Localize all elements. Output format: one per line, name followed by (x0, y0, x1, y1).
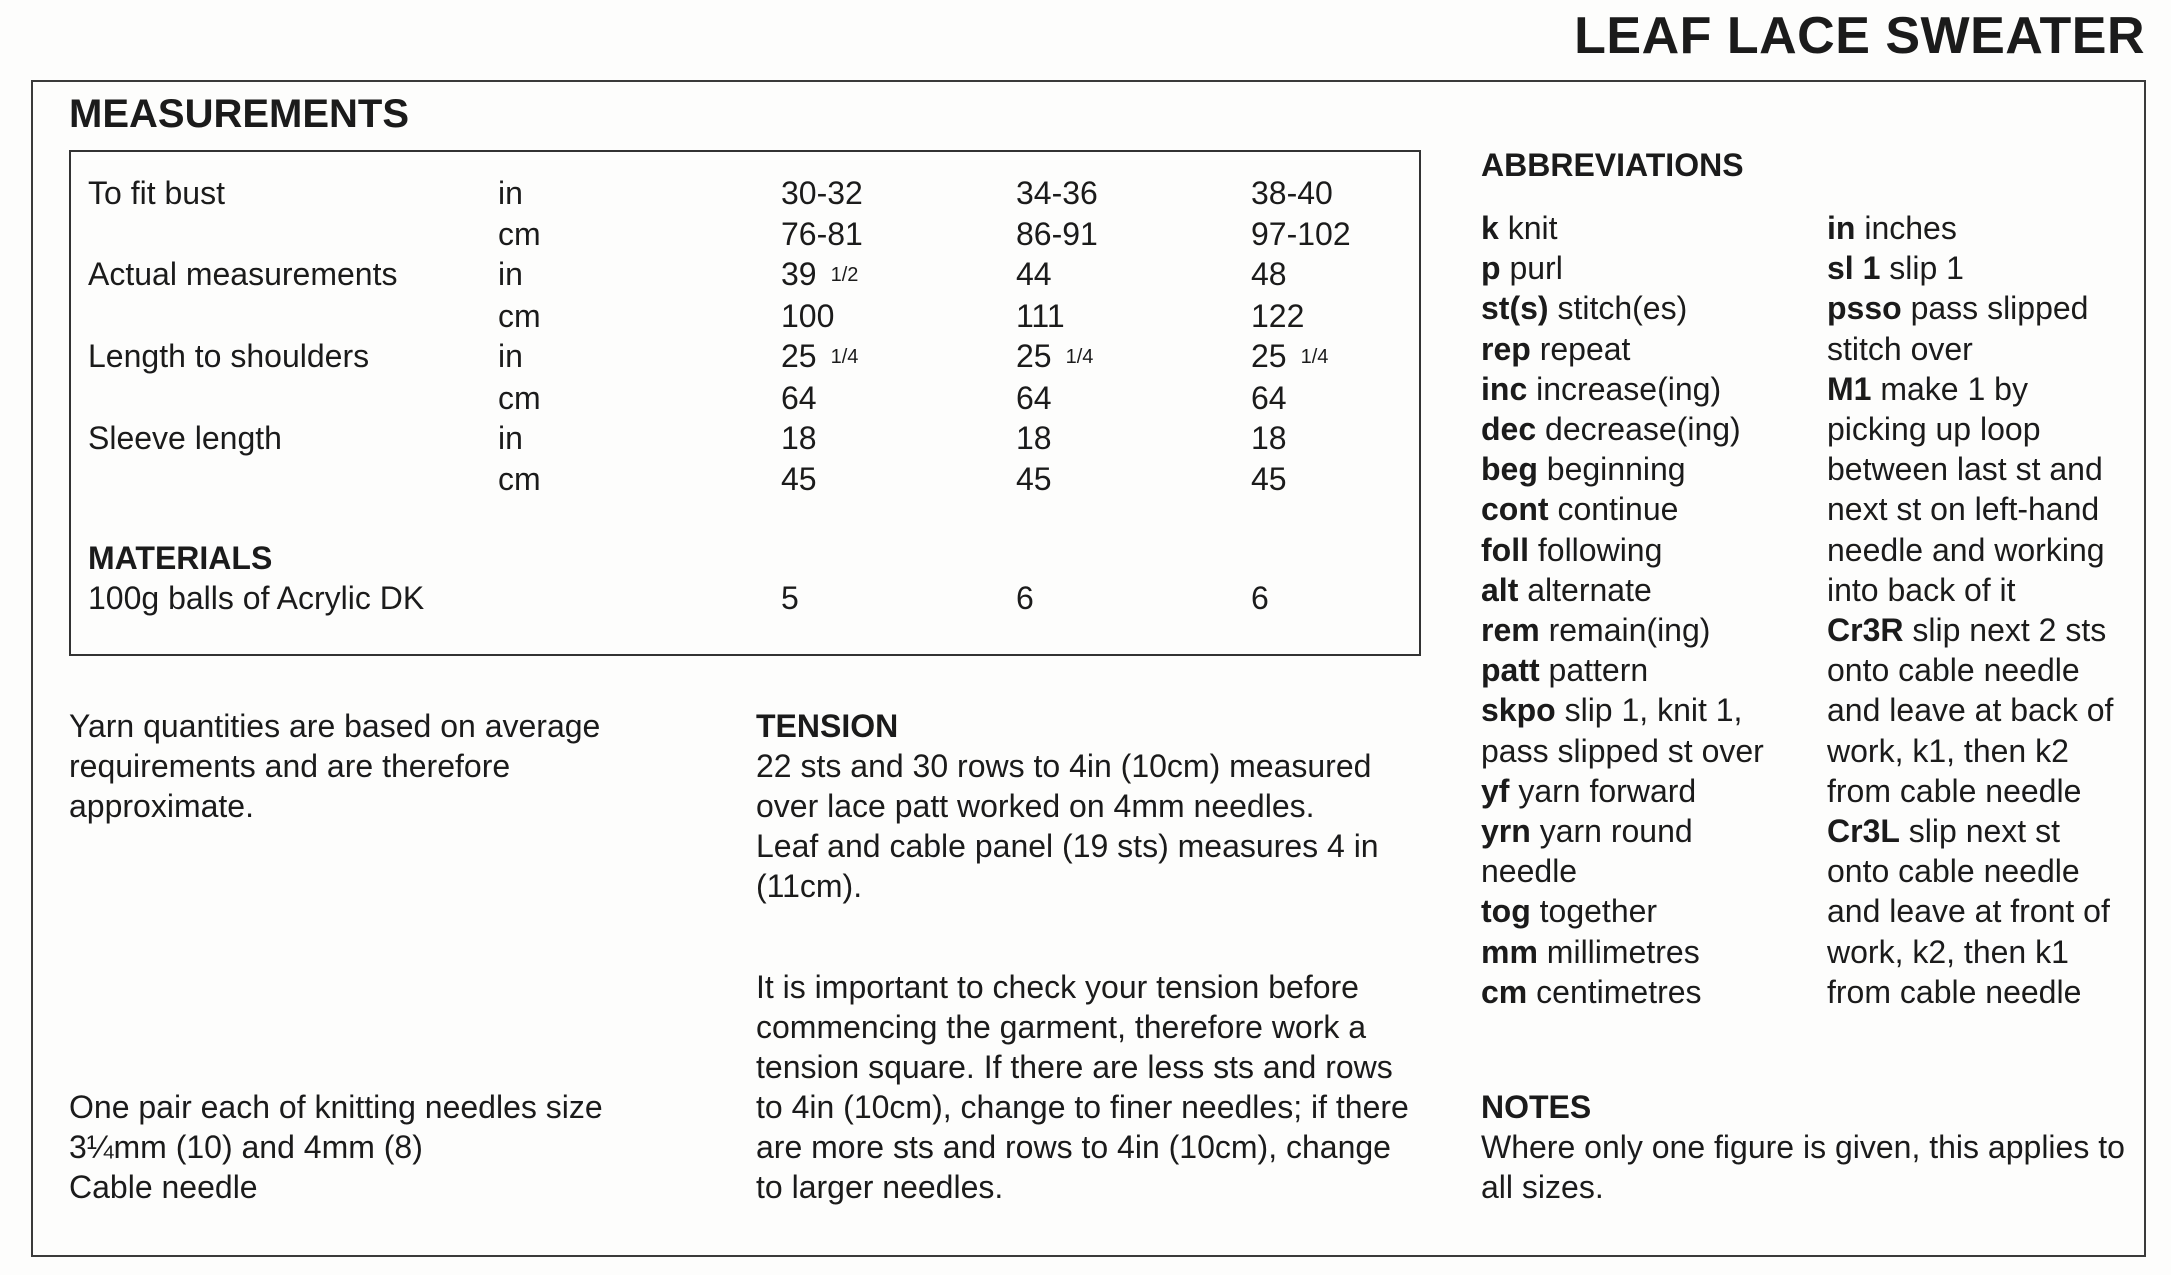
size-2-value: 25 (1016, 338, 1052, 374)
abbreviation-item (1827, 972, 2113, 1012)
abbreviation-item (1481, 851, 1764, 891)
abbreviation-item (1827, 851, 2113, 891)
tension-line: over lace patt worked on 4mm needles. (756, 788, 1315, 824)
abbreviation-term: Cr3R (1827, 612, 1904, 649)
abbreviation-meaning: decrease(ing) (1536, 411, 1741, 448)
size-1-value: 18 (781, 420, 817, 456)
abbreviation-item (1481, 891, 1764, 931)
abbreviation-item (1827, 610, 2113, 650)
abbreviation-term: cm (1481, 973, 1528, 1010)
abbreviation-item (1827, 771, 2113, 811)
size-1-value: 64 (781, 379, 817, 416)
abbreviation-meaning: slip next 2 sts (1903, 612, 2107, 649)
abbreviation-item (1827, 208, 2113, 248)
size-3-value: 48 (1251, 256, 1287, 292)
abbreviation-meaning: needle (1481, 853, 1578, 890)
row-unit: in (498, 420, 523, 456)
size-2-value: 44 (1016, 256, 1052, 292)
needles-line: Cable needle (69, 1169, 258, 1205)
abbreviation-item (1481, 570, 1764, 610)
yarn-note-line: Yarn quantities are based on average (69, 708, 601, 744)
abbreviation-meaning: work, k2, then k1 (1827, 933, 2069, 970)
abbreviation-meaning: increase(ing) (1527, 370, 1722, 407)
size-3-value: 45 (1251, 460, 1287, 497)
table-row (88, 214, 1411, 255)
abbreviation-item (1481, 409, 1764, 449)
abbreviation-item (1827, 329, 2113, 369)
abbreviation-term: yf (1481, 772, 1510, 809)
row-label: Sleeve length (88, 420, 282, 456)
materials-heading: MATERIALS (88, 540, 273, 576)
abbreviation-term: beg (1481, 451, 1538, 488)
row-unit: cm (498, 460, 541, 497)
abbreviation-term: tog (1481, 893, 1531, 930)
size-3-value: 97-102 (1251, 215, 1351, 252)
measurements-table (88, 173, 1411, 499)
abbreviation-term: psso (1827, 290, 1902, 327)
row-label (88, 214, 498, 255)
size-3-value: 25 (1251, 338, 1287, 374)
abbreviation-meaning: work, k1, then k2 (1827, 732, 2069, 769)
abbreviation-meaning: make 1 by (1871, 370, 2028, 407)
abbreviation-item (1827, 489, 2113, 529)
abbreviation-item (1481, 208, 1764, 248)
abbreviation-item (1481, 690, 1764, 730)
abbreviation-meaning: knit (1498, 210, 1558, 246)
abbreviation-meaning: and leave at back of (1827, 692, 2114, 729)
row-unit: in (498, 175, 523, 211)
size-3-value: 122 (1251, 297, 1305, 334)
needles-line: One pair each of knitting needles size (69, 1089, 603, 1125)
abbreviation-meaning: yarn forward (1509, 772, 1697, 809)
abbreviation-term: inc (1481, 370, 1528, 407)
abbreviation-item (1827, 570, 2113, 610)
abbreviation-meaning: pass slipped st over (1481, 732, 1764, 769)
abbreviation-item (1827, 891, 2113, 931)
abbreviation-meaning: repeat (1530, 330, 1631, 367)
row-label (88, 378, 498, 419)
size-1-value: 30-32 (781, 175, 863, 211)
abbreviation-item (1827, 449, 2113, 489)
size-2-value: 34-36 (1016, 175, 1098, 211)
abbreviation-meaning: following (1528, 531, 1663, 568)
abbreviation-term: dec (1481, 411, 1537, 448)
fraction-quarter: 1/4 (1300, 346, 1329, 368)
materials-size-3: 6 (1251, 580, 1269, 616)
abbreviation-meaning: onto cable needle (1827, 853, 2080, 890)
abbreviations-column-1 (1481, 208, 1764, 1012)
size-1-value: 45 (781, 460, 817, 497)
abbreviation-term: patt (1481, 652, 1540, 689)
abbreviation-term: yrn (1481, 813, 1531, 850)
abbreviation-term: k (1481, 210, 1499, 246)
abbreviation-item (1481, 650, 1764, 690)
abbreviation-meaning: millimetres (1537, 933, 1700, 970)
table-row (88, 336, 1411, 378)
abbreviation-meaning: slip 1, knit 1, (1555, 692, 1743, 729)
abbreviation-term: alt (1481, 571, 1519, 608)
abbreviation-item (1481, 610, 1764, 650)
tension-line: 22 sts and 30 rows to 4in (10cm) measured (756, 748, 1372, 784)
abbreviation-meaning: needle and working (1827, 531, 2105, 568)
fraction-quarter: 1/4 (1065, 346, 1094, 368)
abbreviations-column-2 (1827, 208, 2113, 1012)
abbreviation-meaning: slip 1 (1880, 250, 1964, 287)
abbreviation-meaning: remain(ing) (1539, 612, 1711, 649)
abbreviation-item (1481, 248, 1764, 288)
abbreviation-term: st(s) (1481, 290, 1549, 327)
materials-item: 100g balls of Acrylic DK (88, 580, 425, 616)
abbreviation-term: Cr3L (1827, 813, 1900, 850)
table-row (88, 296, 1411, 337)
abbreviation-item (1827, 932, 2113, 972)
table-row (88, 459, 1411, 500)
size-1-value: 25 (781, 338, 817, 374)
needles-list (69, 1087, 603, 1207)
abbreviation-item (1827, 650, 2113, 690)
abbreviation-term: rep (1481, 330, 1531, 367)
abbreviation-meaning: from cable needle (1827, 973, 2082, 1010)
abbreviation-term: foll (1481, 531, 1529, 568)
row-label: Actual measurements (88, 256, 398, 292)
row-unit: in (498, 338, 523, 374)
abbreviation-term: mm (1481, 933, 1538, 970)
tension-heading: TENSION (756, 708, 899, 744)
abbreviation-term: skpo (1481, 692, 1556, 729)
row-unit: cm (498, 379, 541, 416)
yarn-note-line: approximate. (69, 788, 254, 824)
abbreviation-item (1481, 449, 1764, 489)
size-2-value: 64 (1016, 379, 1052, 416)
abbreviations-heading: ABBREVIATIONS (1481, 147, 1744, 183)
tension-advice (756, 967, 1409, 1207)
fraction-quarter: 1/4 (830, 346, 859, 368)
abbreviation-meaning: together (1530, 893, 1658, 930)
materials-size-2: 6 (1016, 580, 1034, 616)
abbreviation-item (1481, 329, 1764, 369)
abbreviation-item (1481, 731, 1764, 771)
notes-line: all sizes. (1481, 1169, 1604, 1205)
tension-section (756, 706, 1379, 906)
row-unit: in (498, 256, 523, 292)
row-label (88, 459, 498, 500)
abbreviation-meaning: onto cable needle (1827, 652, 2080, 689)
abbreviation-item (1827, 248, 2113, 288)
abbreviation-term: cont (1481, 491, 1549, 528)
abbreviation-term: in (1827, 210, 1856, 246)
size-2-value: 18 (1016, 420, 1052, 456)
notes-section (1481, 1087, 2125, 1207)
tension-advice-line: are more sts and rows to 4in (10cm), change (756, 1129, 1391, 1165)
tension-advice-line: to larger needles. (756, 1169, 1004, 1205)
abbreviation-term: rem (1481, 612, 1540, 649)
abbreviation-meaning: stitch over (1827, 330, 1973, 367)
abbreviation-item (1827, 690, 2113, 730)
table-row (88, 418, 1411, 459)
notes-heading: NOTES (1481, 1089, 1592, 1125)
abbreviation-meaning: centimetres (1527, 973, 1702, 1010)
abbreviation-meaning: into back of it (1827, 571, 2016, 608)
table-row (88, 173, 1411, 214)
abbreviation-meaning: alternate (1518, 571, 1652, 608)
abbreviation-item (1827, 811, 2113, 851)
tension-line: Leaf and cable panel (19 sts) measures 4 in (756, 828, 1379, 864)
tension-advice-line: tension square. If there are less sts and rows (756, 1049, 1393, 1085)
needles-line: 3¼mm (10) and 4mm (8) (69, 1129, 423, 1165)
row-label: Length to shoulders (88, 338, 370, 374)
abbreviation-item (1481, 288, 1764, 328)
fraction-half: 1/2 (830, 264, 859, 286)
row-label: To fit bust (88, 175, 225, 211)
row-unit: cm (498, 297, 541, 334)
abbreviation-term: sl 1 (1827, 250, 1881, 287)
abbreviation-meaning: and leave at front of (1827, 893, 2110, 930)
abbreviation-item (1481, 771, 1764, 811)
abbreviation-meaning: picking up loop (1827, 411, 2041, 448)
abbreviation-meaning: inches (1855, 210, 1957, 246)
abbreviation-item (1827, 530, 2113, 570)
abbreviation-item (1481, 932, 1764, 972)
size-2-value: 45 (1016, 460, 1052, 497)
size-1-value: 76-81 (781, 215, 863, 252)
table-row (88, 254, 1411, 296)
abbreviation-term: p (1481, 250, 1501, 287)
tension-advice-line: It is important to check your tension before (756, 969, 1359, 1005)
size-3-value: 64 (1251, 379, 1287, 416)
abbreviation-meaning: pattern (1539, 652, 1649, 689)
abbreviation-meaning: beginning (1537, 451, 1686, 488)
abbreviation-meaning: stitch(es) (1548, 290, 1688, 327)
abbreviation-meaning: yarn round (1530, 813, 1693, 850)
abbreviation-meaning: from cable needle (1827, 772, 2082, 809)
abbreviation-meaning: purl (1500, 250, 1563, 287)
size-1-value: 39 (781, 256, 817, 292)
yarn-note-line: requirements and are therefore (69, 748, 511, 784)
abbreviation-item (1827, 369, 2113, 409)
table-row (88, 378, 1411, 419)
row-label (88, 296, 498, 337)
abbreviation-meaning: pass slipped (1901, 290, 2089, 327)
abbreviation-meaning: continue (1548, 491, 1679, 528)
materials-size-1: 5 (781, 580, 799, 616)
abbreviation-item (1481, 530, 1764, 570)
abbreviation-item (1481, 489, 1764, 529)
abbreviation-term: M1 (1827, 370, 1872, 407)
abbreviation-item (1827, 731, 2113, 771)
size-3-value: 38-40 (1251, 175, 1333, 211)
tension-advice-line: to 4in (10cm), change to finer needles; if there (756, 1089, 1409, 1125)
size-2-value: 111 (1016, 297, 1065, 334)
size-1-value: 100 (781, 297, 835, 334)
abbreviation-item (1481, 811, 1764, 851)
abbreviation-meaning: slip next st (1899, 813, 2060, 850)
yarn-note (69, 706, 600, 826)
abbreviation-item (1481, 369, 1764, 409)
abbreviation-meaning: between last st and (1827, 451, 2103, 488)
notes-line: Where only one figure is given, this applies to (1481, 1129, 2125, 1165)
row-unit: cm (498, 215, 541, 252)
abbreviation-item (1481, 972, 1764, 1012)
size-3-value: 18 (1251, 420, 1287, 456)
tension-advice-line: commencing the garment, therefore work a (756, 1009, 1367, 1045)
abbreviation-meaning: next st on left-hand (1827, 491, 2100, 528)
abbreviation-item (1827, 288, 2113, 328)
page-title: LEAF LACE SWEATER (1574, 7, 2145, 65)
abbreviation-item (1827, 409, 2113, 449)
measurements-heading: MEASUREMENTS (69, 92, 410, 136)
size-2-value: 86-91 (1016, 215, 1098, 252)
tension-line: (11cm). (756, 868, 863, 904)
